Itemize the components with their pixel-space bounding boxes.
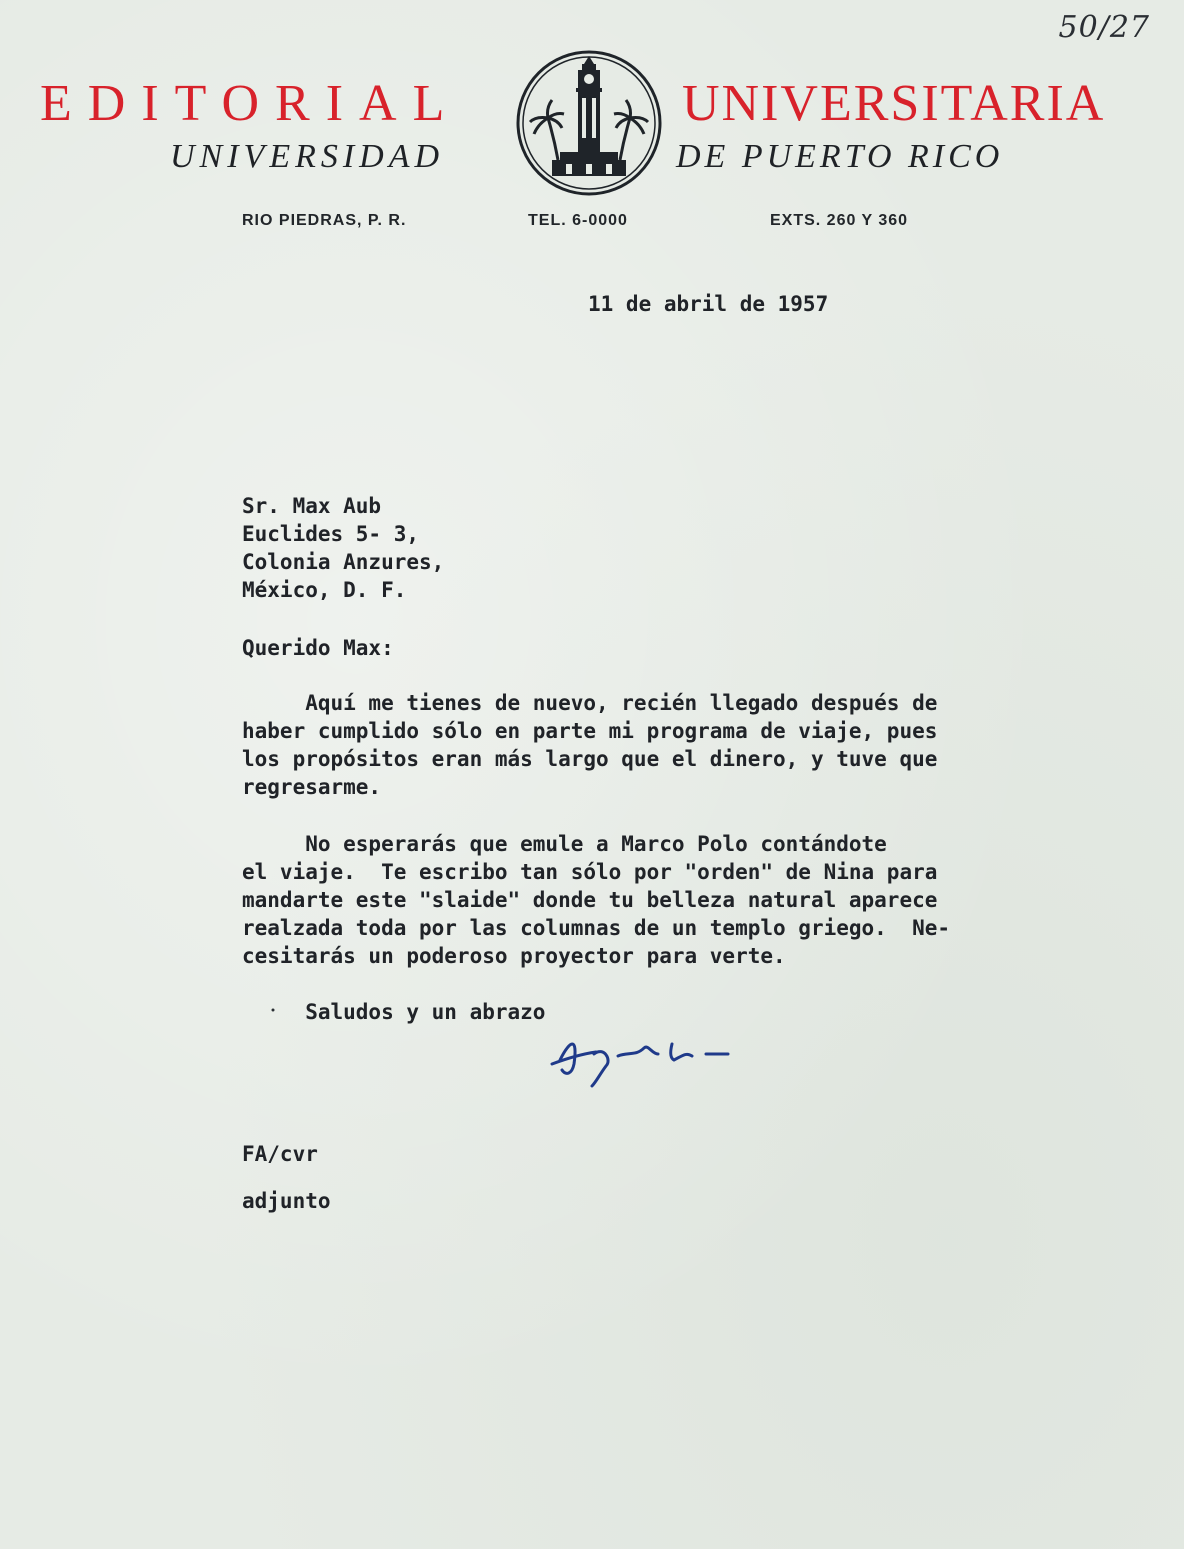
letterhead-address: RIO PIEDRAS, P. R. bbox=[242, 212, 407, 229]
paragraph-line: los propósitos eran más largo que el dinero, y tuve que bbox=[242, 747, 938, 771]
paragraph-line: mandarte este "slaide" donde tu belleza natural aparece bbox=[242, 888, 938, 912]
closing: Saludos y un abrazo bbox=[242, 1000, 546, 1024]
recipient-line: Sr. Max Aub bbox=[242, 494, 382, 518]
paragraph-line: cesitarás un poderoso proyector para verte. bbox=[242, 944, 786, 968]
paragraph-line: el viaje. Te escribo tan sólo por "orden" de Nina para bbox=[242, 860, 938, 884]
paragraph-line: No esperarás que emule a Marco Polo contándote bbox=[242, 832, 887, 856]
publisher-name-left: EDITORIAL bbox=[40, 75, 461, 132]
letterhead-extensions: EXTS. 260 Y 360 bbox=[770, 212, 909, 229]
letter-date: 11 de abril de 1957 bbox=[588, 292, 829, 316]
university-name-left: UNIVERSIDAD bbox=[170, 138, 445, 175]
archive-reference: 50/27 bbox=[1058, 10, 1150, 45]
enclosure-note: adjunto bbox=[242, 1189, 331, 1213]
reference-initials: FA/cvr bbox=[242, 1142, 318, 1166]
paragraph-line: Aquí me tienes de nuevo, recién llegado después de bbox=[242, 691, 938, 715]
university-name-right: DE PUERTO RICO bbox=[676, 138, 1004, 175]
paragraph-line: regresarme. bbox=[242, 775, 382, 799]
recipient-line: México, D. F. bbox=[242, 578, 407, 602]
publisher-name-right: UNIVERSITARIA bbox=[682, 75, 1106, 132]
handwritten-signature bbox=[548, 1030, 738, 1090]
letterhead-telephone: TEL. 6-0000 bbox=[528, 212, 628, 229]
paragraph-line: realzada toda por las columnas de un templo griego. Ne- bbox=[242, 916, 951, 940]
university-tower-emblem-icon bbox=[514, 48, 664, 198]
recipient-line: Colonia Anzures, bbox=[242, 550, 445, 574]
recipient-line: Euclides 5- 3, bbox=[242, 522, 420, 546]
paragraph-line: haber cumplido sólo en parte mi programa de viaje, pues bbox=[242, 719, 938, 743]
salutation: Querido Max: bbox=[242, 636, 394, 660]
